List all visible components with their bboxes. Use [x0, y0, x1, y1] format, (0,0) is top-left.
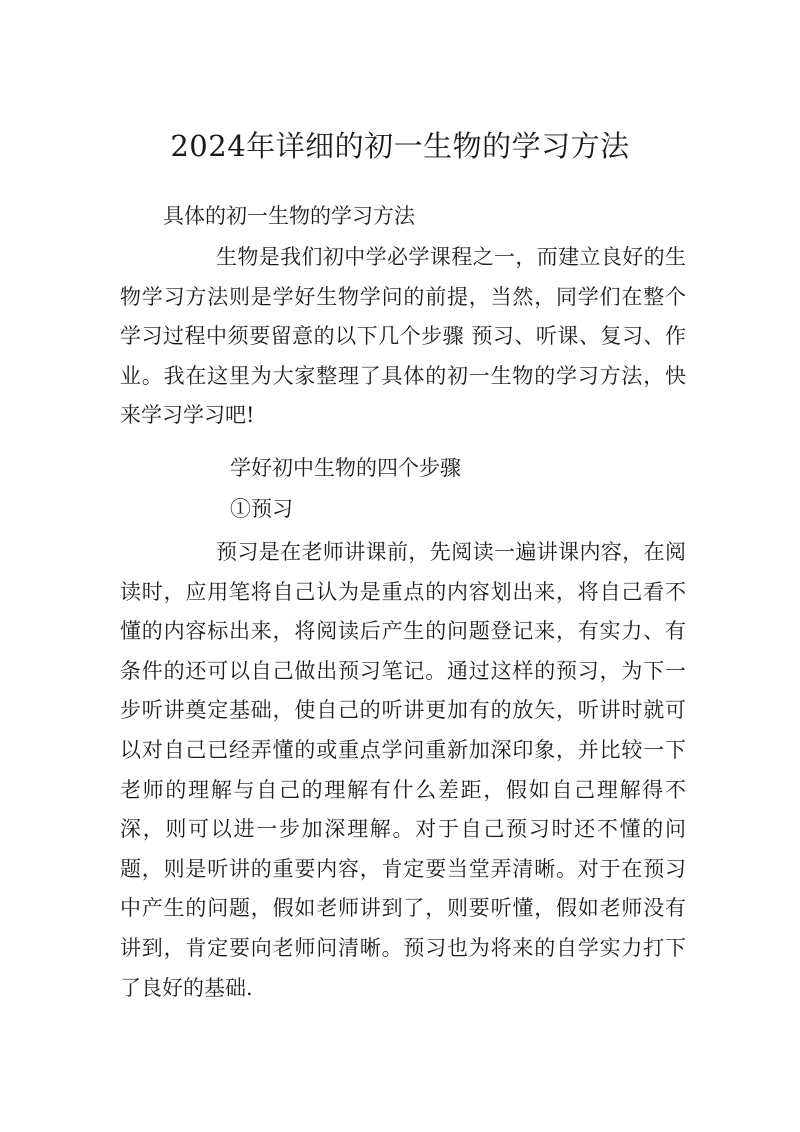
- step-heading-preview: ①预习: [230, 497, 293, 521]
- section-heading: 学好初中生物的四个步骤: [230, 456, 461, 480]
- preview-paragraph: 预习是在老师讲课前，先阅读一遍讲课内容，在阅读时，应用笔将自己认为是重点的内容划出来，将自己看不懂的内容标出来，将阅读后产生的问题登记来，有实力、有条件的还可以自己做出预习笔记。通过这样的预习，为下一步听讲奠定基础，使自己的听讲更加有的放矢，听讲时就可以对自己已经弄懂的或重点学问重新加深印象，并比较一下老师的理解与自己的理解有什么差距，假如自己理解得不深，则可以进一步加深理解。对于自己预习时还不懂的问题，则是听讲的重要内容，肯定要当堂弄清晰。对于在预习中产生的问题，假如老师讲到了，则要听懂，假如老师没有讲到，肯定要向老师问清晰。预习也为将来的自学实力打下了良好的基础.: [120, 540, 686, 1000]
- document-subtitle: 具体的初一生物的学习方法: [163, 204, 415, 228]
- intro-paragraph: 生物是我们初中学必学课程之一，而建立良好的生物学习方法则是学好生物学问的前提，当然，同学们在整个学习过程中须要留意的以下几个步骤 预习、听课、复习、作业。我在这里为大家整理了具体的初一生物的学习方法，快来学习学习吧!: [120, 245, 686, 428]
- document-title: 2024年详细的初一生物的学习方法: [170, 129, 630, 163]
